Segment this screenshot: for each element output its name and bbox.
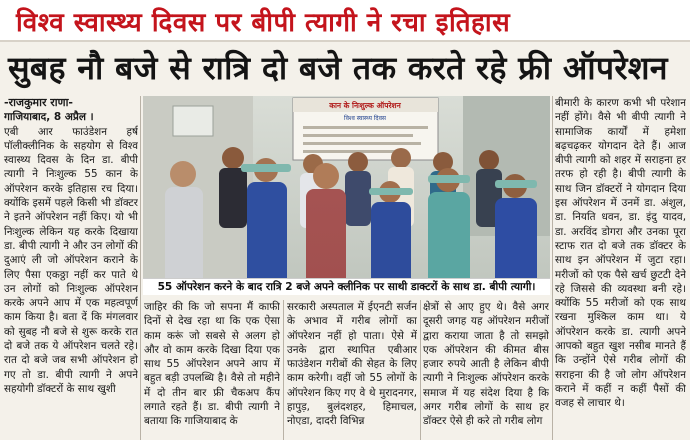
main-headline: सुबह नौ बजे से रात्रि दो बजे तक करते रहे फ्री ऑपरेशन [8,49,668,87]
dateline: गाजियाबाद, 8 अप्रैल । [4,111,94,124]
banner-title: कान के निःशुल्क ऑपरेशन [329,101,401,110]
column-divider [140,96,141,440]
article-column-1 [4,96,138,440]
kicker-headline: विश्व स्वास्थ्य दिवस पर बीपी त्यागी ने रचा इतिहास [16,8,511,38]
kicker-banner [0,0,690,42]
banner-subtitle: विश्व स्वास्थ्य दिवस [344,115,386,122]
column-3-text: सरकारी अस्पताल में ईएनटी सर्जन के अभाव में गरीब लोगों का ऑपरेशन नहीं हो पाता। ऐसे में उनके द्वारा स्थापित एबीआर फाउंडेशन गरीबों की सेहत के लिए काम करेगी। वहीं जो 55 लोगों के ऑपरेशन किए गए वे थे मुरादनगर, हापुड़, बुलंदशहर, हिमाचल, नोएडा, दादरी विभिन्न [287,301,417,428]
article-column-5 [555,96,686,440]
doctors-group-photo [143,96,550,292]
article-column-2 [144,300,280,440]
byline: -राजकुमार राणा- [4,96,73,109]
column-divider [552,96,553,440]
column-4-text: क्षेत्रों से आए हुए थे। वैसे अगर दूसरी जगह यह ऑपरेशन मरीजों द्वारा कराया जाता है तो समझो एक ऑपरेशन की कीमत बीस हजार रुपये आती है लेकिन बीपी त्यागी ने निःशुल्क ऑपरेशन करके समाज में यह संदेश दिया है कि अगर गरीब लोगों के साथ हर डॉक्टर ऐसे ही करे तो गरीब लोग [423,301,549,428]
column-5-text: बीमारी के कारण कभी भी परेशान नहीं होंगे। वैसे भी बीपी त्यागी ने सामाजिक कार्यों में हमेशा बढ़चढ़कर योगदान देते हैं। आज बीपी त्यागी को शहर में सराहना हर तरफ हो रही है। बीपी त्यागी के साथ जिन डॉक्टरों ने योगदान दिया इस ऑपरेशन में उनमें डा. अंशुल, डा. नियति धवन, डा. इंदु यादव, डा. अरविंद डोगरा और उनका पूरा स्टाफ रात दो बजे तक डॉक्टर के साथ इन ऑपरेशन में जुटा रहा। मरीजों को एक पैसे खर्च छुटटी देने रहे जिससे की व्यवस्था बनी रहे। क्योंकि 55 मरीजों को एक साथ रखना मुश्किल काम था। ये ऑपरेशन करके डा. त्यागी अपने आपको बहुत खुश नसीब मानते हैं कि उन्होंने ऐसे गरीब लोगों की सराहना की है जो लोग ऑपरेशन कराने में कहीं न कहीं पैसों की वजह से लाचार थे। [555,97,686,410]
column-2-text: जाहिर की कि जो सपना मैं काफी दिनों से देख रहा था कि एक ऐसा काम करूं जो सबसे से अलग हो और वो काम करके दिखा दिया एक साथ 55 ऑपरेशन अपने आप में बहुत बड़ी उपलब्धि है। वैसे तो महीने में दो तीन बार फ्री चैकअप कैंप लगाते रहते हैं। डा. बीपी त्यागी ने बताया कि गाजियाबाद के [144,301,280,428]
article-column-3 [287,300,417,440]
column-divider [283,300,284,440]
photo-caption: 55 ऑपरेशन करने के बाद रात्रि 2 बजे अपने क्लीनिक पर साथी डाक्टरों के साथ डा. बीपी त्यागी। [143,278,550,295]
column-divider [420,300,421,440]
column-1-text: एबी आर फाउंडेशन हर्ष पॉलीक्लीनिक के सहयोग से विश्व स्वास्थ्य दिवस के दिन डा. बीपी त्यागी ने निःशुल्क 55 कान के ऑपरेशन करके इतिहास रच दिया। क्योंकि इसमें पहले किसी भी डॉक्टर ने इतने ऑपरेशन नहीं किए। यो भी निःशुल्क लेकिन यह करके दिखाया डा. बीपी त्यागी ने और उन लोगों की दुआएं ली जो ऑपरेशन कराने के लिए पैसा एकठ्ठा नहीं कर पाते थे उन लोगों को निःशुल्क ऑपरेशन करके अपने आप में एक महत्वपूर्ण काम किया है। बता दें कि मंगलवार को सुबह नौ बजे से शुरू करके रात दो बजे तक ये ऑपरेशन चलते रहे। रात दो बजे जब सभी ऑपरेशन हो गए तो डा. बीपी त्यागी ने अपने सहयोगी डॉक्टरों के साथ खुशी [4,125,138,395]
news-photo [143,96,550,292]
article-column-4 [423,300,549,440]
